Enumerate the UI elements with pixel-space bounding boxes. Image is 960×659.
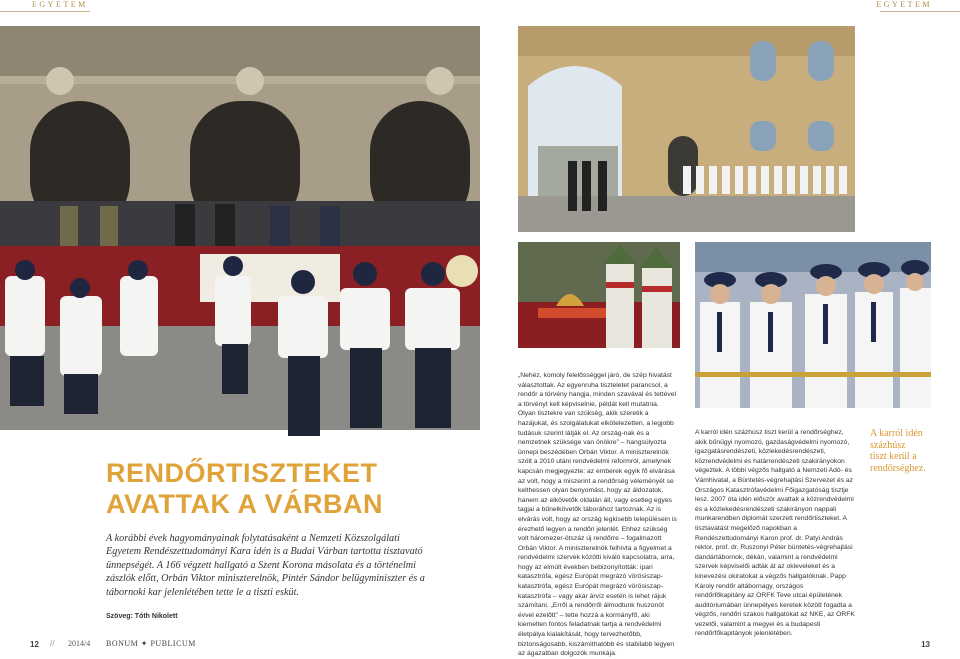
headline-line-1: RENDŐRTISZTEKET (106, 458, 378, 488)
page-number-left: 12 (30, 640, 39, 649)
holy-crown-photo-art (518, 242, 680, 348)
headline-line-2: AVATTAK A VÁRBAN (106, 489, 383, 519)
holy-crown-photo (518, 242, 680, 348)
body-column-2: A karról idén százhúsz tiszt kerül a rendőrséghez, akik bűnügyi nyomozó, gazdaságvédelmi nyomozó, igazgatásrendészeti, közlekedésrendészeti, közrendvédelmi és határrendészeti szakirányokon végeztek. A többi végzős hallgató a Nemzeti Adó- és Vámhivatal, a Büntetés-végrehajtási Szervezet és az Országos Katasztrófavédelmi Főigazgatóság tisztje lesz. 2007 óta idén először avattak a közrendvédelmi és a közlekedésrendészeti szakirányon nappali munkarendben diplomát szerzett rendőrtiszteket. A tisztavatást megelőző napokban a Rendészettudományi Karon prof. dr. Patyi András rektor, prof. dr. Ruszonyi Péter büntetés-végrehajtási dandártábornok, dékán, valamint a rendvédelmi szervek képviselői adták át az okleveleket és a kinevezési okiratokat a végzős hallgatóknak. Papp Károly rendőr altábornagy, országos rendőrfőkapitány az ORFK Teve utcai épületének auditóriumában ünnepélyes keretek között fogadta a végzős, rendőri szakos hallgatókat az NKE, az ORFK vezetői, valamint a megyei és a budapesti rendőrfőkapitányok jelenlétében. (695, 429, 855, 638)
section-tag-right: EGYETEM (876, 0, 932, 9)
magazine-logo: BONUM ✦ PUBLICUM (106, 639, 196, 648)
page-number-right: 13 (921, 640, 930, 649)
cadets-salute-photo (695, 242, 931, 408)
article-byline: Szöveg: Tóth Nikolett (106, 613, 178, 620)
section-rule-left (0, 11, 90, 12)
body-column-1: „Nehéz, komoly felelősséggel járó, de szép hivatást választottak. Az egyenruha tiszteletet parancsol, a rendőr a törvény hangja, minden szavával és tettével a törvényt kell képviselnie, példát kell mutatnia. Olyan tisztekre van szükség, akik szeretik a hazájukat, és szolgálatukat elkötelezetten, a legjobb tudásuk szerint látják el. Az ország-nak és a nemzetnek szüksége van önökre” – hangsúlyozta ünnepi beszédében Orbán Viktor. A miniszterelnök szólt a 2010 utáni rendvédelmi reformról, amelynek kapcsán megjegyezte: az emberek egyik fő elvárása az volt, hogy a miszerint a rendőrség véleményét se kelthessen olyan benyomást, hogy az áldozatok, hanem az elkövetők oldalán áll, vagy esetleg egyes tagjai a bűnelkövetők táborához tartoznak. Az is elvárás volt, hogy az ország legkisebb településein is érezhető legyen a rendőri jelenlét. Ehhez szükség volt háromezer-ötszáz új rendőrre – fogalmazott Orbán Viktor. A miniszterelnök felhívta a figyelmet a rendvédelmi szervek közötti kiváló kapcsolatra, arra, hogy az elmúlt években bebizonyították: ipari katasztrófa, egész Európát megrázó vörösiszap-katasztrófa, egész Európát megrázó vörösiszap-katasztrófa – vagy akár árvíz esetén is lehet rájuk számítani. „Erről a rendőrről álmodtunk huszonöt évvel ezelőtt” – tette hozzá a kormányfő, aki kiemelten fontos feladatnak tartja a rendvédelmi életpálya kialakítását, hogy tervezhetőbb, biztonságosabb, kiszámíthatóbb és stabilabb legyen az ágazatban dolgozók munkája. (518, 372, 677, 658)
article-headline (106, 458, 486, 520)
footer-separator: // (50, 639, 55, 648)
pull-quote-line-1: A karról idén (870, 428, 923, 439)
castle-gate-photo-art (518, 26, 855, 232)
pull-quote-line-3: tiszt kerül a (870, 451, 917, 462)
pull-quote-line-2: százhúsz (870, 439, 906, 451)
issue-number: 2014/4 (68, 639, 91, 648)
section-tag-left: EGYETEM (32, 0, 88, 9)
ceremony-photo-art (0, 26, 480, 430)
pull-quote-line-4: rendőrséghez. (870, 462, 926, 474)
castle-gate-photo (518, 26, 855, 232)
article-lead: A korábbi évek hagyományainak folytatásaként a Nemzeti Közszolgálati Egyetem Rendészettudományi Kara idén is a Budai Várban tartotta tisztavató ünnepségét. A 166 végzett hallgató a Szent Korona másolata és a történelmi zászlók előtt, Orbán Viktor miniszterelnök, Pintér Sándor belügyminiszter és a tábornoki kar jelenlétében tette le a tiszti esküt. (106, 533, 425, 598)
cadets-salute-photo-art (695, 242, 931, 408)
pull-quote (870, 428, 940, 474)
section-rule-right (880, 11, 960, 12)
ceremony-photo (0, 26, 480, 430)
